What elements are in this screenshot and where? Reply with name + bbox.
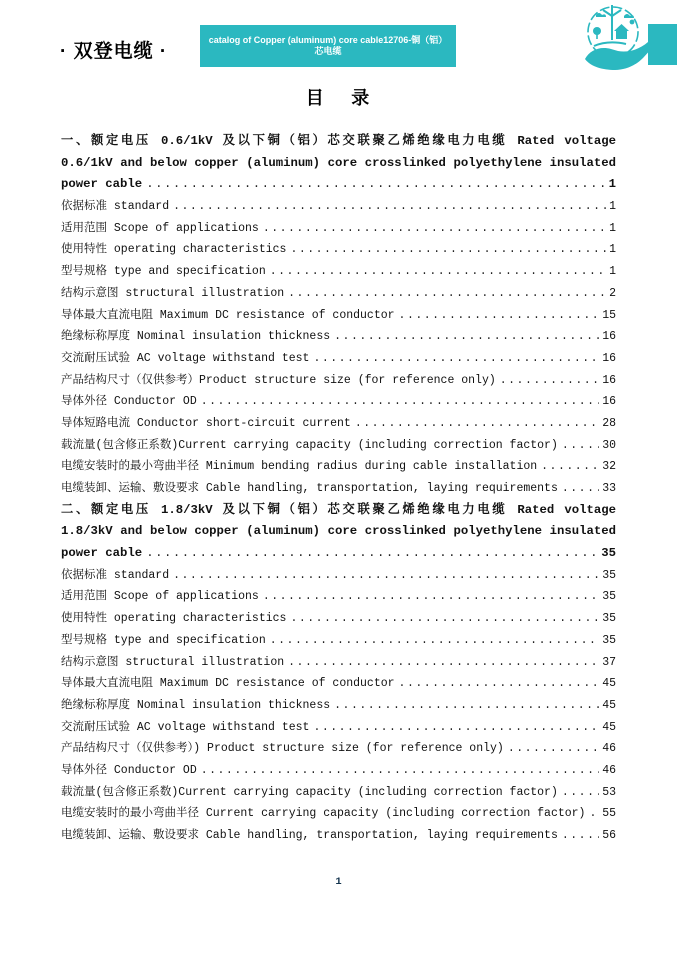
- toc-entry-label: 产品结构尺寸（仅供参考）Product structure size (for reference only): [61, 373, 496, 387]
- toc-entry-page: 53: [602, 785, 616, 799]
- toc-entry: [61, 391, 616, 413]
- toc-entry: [61, 630, 616, 652]
- toc-entry: [61, 803, 616, 825]
- toc-entry: [61, 305, 616, 327]
- toc-entry: [61, 456, 616, 478]
- toc-entry-label: 电缆装卸、运输、敷设要求 Cable handling, transportation, laying requirements: [61, 482, 558, 495]
- toc-entry: [61, 565, 616, 587]
- dot-leader: [290, 239, 606, 261]
- dot-leader: [334, 695, 599, 717]
- dot-leader: [562, 478, 599, 500]
- toc-entry-label: 交流耐压试验 AC voltage withstand test: [61, 351, 310, 365]
- toc-entry: [61, 283, 616, 305]
- dot-leader: [173, 196, 606, 218]
- dot-leader: [562, 825, 599, 847]
- dot-leader: [270, 261, 606, 283]
- dot-leader: [334, 326, 599, 348]
- toc-entry: [61, 196, 616, 218]
- toc-entry: [61, 326, 616, 348]
- toc-entry-page: 46: [602, 742, 616, 756]
- toc-entry-label: 使用特性 operating characteristics: [61, 612, 287, 626]
- toc-entry-page: 32: [602, 460, 616, 474]
- dot-leader: [146, 543, 598, 565]
- toc-section-heading-tail-page: 1: [608, 177, 616, 192]
- toc-entry: [61, 478, 616, 500]
- dot-leader: [173, 565, 599, 587]
- eco-hand-holding-world-logo-icon: [582, 2, 658, 89]
- toc-entry-label: 适用范围 Scope of applications: [61, 221, 259, 235]
- dot-leader: [201, 391, 599, 413]
- toc-entry-page: 45: [602, 698, 616, 712]
- toc-entry-label: 型号规格 type and specification: [61, 265, 266, 279]
- dot-leader: [541, 456, 599, 478]
- banner-title: catalog of Copper (aluminum) core cable12706-铜（铝）芯电缆: [208, 34, 448, 56]
- dot-leader: [313, 348, 599, 370]
- dot-leader: [263, 218, 606, 240]
- toc-section-heading-tail: [61, 543, 616, 565]
- toc-entry-page: 1: [609, 243, 616, 257]
- dot-leader: [355, 413, 599, 435]
- dot-leader: [399, 305, 600, 327]
- toc-section-heading-line: 0.6/1kV and below copper (aluminum) core crosslinked polyethylene insulated: [61, 155, 616, 170]
- toc-entry: [61, 673, 616, 695]
- toc-section-heading-line: 二、额定电压 1.8/3kV 及以下铜（铝）芯交联聚乙烯绝缘电力电缆 Rated voltage: [61, 502, 616, 517]
- toc-entry: [61, 695, 616, 717]
- dot-leader: [500, 370, 599, 392]
- toc-entry-page: 56: [602, 829, 616, 842]
- toc-entry-page: 1: [609, 265, 616, 279]
- dot-leader: [263, 586, 599, 608]
- brand-wordmark: · 双登电缆 ·: [60, 41, 168, 62]
- toc-entry-page: 16: [602, 395, 616, 409]
- toc: [0, 131, 677, 847]
- toc-section-heading-line: 一、额定电压 0.6/1kV 及以下铜（铝）芯交联聚乙烯绝缘电力电缆 Rated voltage: [61, 134, 616, 148]
- dot-leader: [562, 782, 599, 804]
- toc-entry-label: 载流量(包含修正系数)Current carrying capacity (including correction factor): [61, 438, 558, 452]
- toc-entry-page: 2: [609, 286, 616, 300]
- header-banner: [200, 25, 456, 67]
- toc-entry-label: 电缆安装时的最小弯曲半径 Minimum bending radius during cable installation: [61, 460, 538, 474]
- toc-entry-page: 16: [602, 373, 616, 387]
- toc-entry-label: 适用范围 Scope of applications: [61, 590, 259, 604]
- toc-entry: [61, 370, 616, 392]
- toc-entry-page: 16: [602, 330, 616, 344]
- page-title: 目 录: [305, 90, 372, 110]
- toc-entry: [61, 348, 616, 370]
- toc-entry-label: 结构示意图 structural illustration: [61, 655, 285, 669]
- toc-entry: [61, 261, 616, 283]
- toc-entry-page: 35: [602, 590, 616, 604]
- toc-entry-label: 导体最大直流电阻 Maximum DC resistance of conductor: [61, 677, 395, 691]
- toc-entry-label: 使用特性 operating characteristics: [61, 243, 287, 257]
- toc-entry: [61, 717, 616, 739]
- toc-entry-label: 依据标准 standard: [61, 568, 170, 582]
- dot-leader: [201, 760, 599, 782]
- toc-entry-label: 电缆安装时的最小弯曲半径 Current carrying capacity (including correction factor): [61, 807, 586, 821]
- dot-leader: [288, 283, 606, 305]
- dot-leader: [290, 608, 599, 630]
- toc-entry-page: 45: [602, 677, 616, 691]
- toc-entry-label: 结构示意图 structural illustration: [61, 286, 285, 300]
- toc-entry-label: 导体外径 Conductor OD: [61, 763, 197, 777]
- toc-entry: [61, 239, 616, 261]
- dot-leader: [146, 174, 605, 196]
- toc-entry-label: 型号规格 type and specification: [61, 633, 266, 647]
- dot-leader: [508, 738, 599, 760]
- toc-entry: [61, 413, 616, 435]
- toc-entry-label: 导体最大直流电阻 Maximum DC resistance of conductor: [61, 308, 395, 322]
- toc-entry-label: 产品结构尺寸（仅供参考）) Product structure size (for reference only): [61, 742, 504, 756]
- footer-page-number: 1: [335, 876, 342, 888]
- dot-leader: [399, 673, 600, 695]
- toc-entry-page: 15: [602, 308, 616, 322]
- toc-entry-label: 绝缘标称厚度 Nominal insulation thickness: [61, 698, 331, 712]
- toc-section-heading-tail-label: power cable: [61, 177, 143, 192]
- toc-entry-page: 1: [609, 221, 616, 235]
- toc-entry-page: 37: [602, 655, 616, 669]
- toc-entry-page: 28: [602, 416, 616, 430]
- dot-leader: [313, 717, 599, 739]
- toc-entry-label: 交流耐压试验 AC voltage withstand test: [61, 720, 310, 734]
- toc-entry-label: 导体外径 Conductor OD: [61, 395, 197, 409]
- toc-entry: [61, 782, 616, 804]
- toc-section-heading-tail: [61, 174, 616, 196]
- toc-entry-page: 1: [609, 200, 616, 214]
- toc-entry: [61, 652, 616, 674]
- toc-entry-page: 55: [602, 807, 616, 821]
- toc-section-heading-tail-page: 35: [601, 546, 616, 561]
- toc-entry-label: 电缆装卸、运输、敷设要求 Cable handling, transportation, laying requirements: [61, 829, 558, 842]
- toc-entry-page: 45: [602, 720, 616, 734]
- toc-entry-label: 依据标准 standard: [61, 200, 170, 214]
- dot-leader: [270, 630, 599, 652]
- toc-entry-label: 导体短路电流 Conductor short-circuit current: [61, 416, 351, 430]
- dot-leader: [562, 435, 599, 457]
- toc-entry-label: 载流量(包含修正系数)Current carrying capacity (including correction factor): [61, 785, 558, 799]
- toc-entry-label: 绝缘标称厚度 Nominal insulation thickness: [61, 330, 331, 344]
- corner-accent-block: [648, 24, 677, 65]
- toc-entry-page: 16: [602, 351, 616, 365]
- toc-entry-page: 35: [602, 633, 616, 647]
- toc-entry: [61, 586, 616, 608]
- toc-entry: [61, 760, 616, 782]
- toc-entry: [61, 738, 616, 760]
- toc-entry-page: 35: [602, 568, 616, 582]
- dot-leader: [589, 803, 599, 825]
- toc-entry-page: 33: [602, 482, 616, 495]
- toc-section-heading-tail-label: power cable: [61, 546, 143, 561]
- dot-leader: [288, 652, 599, 674]
- toc-entry: [61, 218, 616, 240]
- toc-section-heading-line: 1.8/3kV and below copper (aluminum) core crosslinked polyethylene insulated: [61, 524, 616, 539]
- toc-entry-page: 35: [602, 612, 616, 626]
- toc-entry: [61, 435, 616, 457]
- toc-entry: [61, 825, 616, 847]
- toc-entry: [61, 608, 616, 630]
- toc-entry-page: 30: [602, 438, 616, 452]
- toc-entry-page: 46: [602, 763, 616, 777]
